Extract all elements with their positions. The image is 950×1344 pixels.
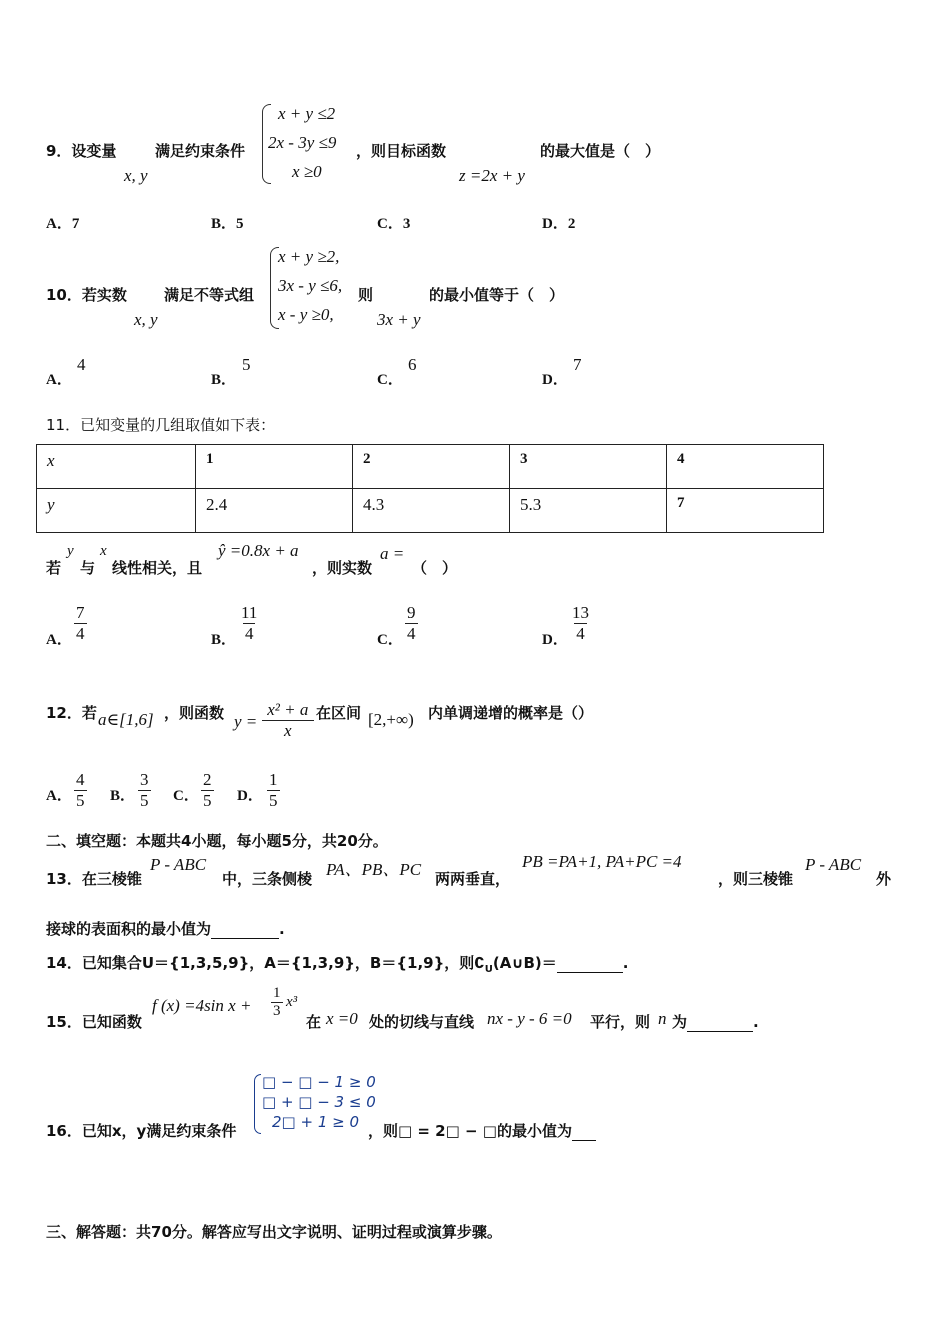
q9-c1: x + y ≤2 (278, 104, 336, 123)
table-cell: 5.3 (510, 489, 667, 533)
q11-option-d[interactable]: D． (542, 632, 568, 648)
q12-option-b[interactable]: B． (110, 788, 136, 804)
q11-option-b[interactable]: B． (211, 632, 237, 648)
q10-option-a[interactable]: A． (46, 372, 72, 388)
q12-cond: a∈[1,6] (98, 710, 154, 729)
frac-den: 4 (576, 624, 585, 643)
q9-option-c[interactable]: C．3 (377, 216, 411, 232)
q16-lead: 16．已知x，y满足约束条件 (46, 1122, 237, 1140)
q10-option-b-value: 5 (242, 355, 251, 374)
table-cell: 1 (196, 445, 353, 489)
q11-a-eq: a = (380, 544, 405, 563)
q11-regression: ŷ =0.8x + a (218, 541, 299, 560)
frac-num: 3 (140, 770, 149, 789)
frac-num: 1 (269, 770, 278, 789)
q15-n: n (658, 1009, 667, 1028)
q10-c2: 3x - y ≤6, (278, 276, 343, 295)
q11-option-a[interactable]: A． (46, 632, 72, 648)
frac-den: 4 (76, 624, 85, 643)
frac-num: 7 (76, 603, 85, 622)
frac-den: 4 (407, 624, 416, 643)
q11-s4: ，则实数 (312, 559, 373, 577)
q9-tail: 的最大值是（ ） (540, 142, 661, 160)
q12-y-eq: y = (234, 712, 258, 731)
table-cell: 4.3 (353, 489, 510, 533)
q10-then: 则 (358, 286, 374, 304)
frac-den: 5 (269, 791, 278, 810)
frac-den: 4 (244, 624, 254, 643)
q9-lead: 9．设变量 (46, 142, 117, 160)
q11-option-b-frac (239, 603, 259, 644)
frac-num: 9 (407, 603, 416, 622)
q12-option-a-frac (74, 770, 87, 811)
answer-blank[interactable] (557, 954, 623, 973)
frac-num: 13 (572, 603, 589, 622)
table-cell: 4 (667, 445, 824, 489)
q13-s5: 外 (876, 870, 892, 888)
q9-c3: x ≥0 (292, 162, 322, 181)
table-cell: 2 (353, 445, 510, 489)
table-cell: y (37, 489, 196, 533)
q12-option-b-frac (138, 770, 151, 811)
q12-s3: 在区间 (316, 704, 362, 722)
q14: 14．已知集合U＝{1,3,5,9}，A＝{1,3,9}，B＝{1,9}，则$∁_U(A\cup B)=$ . (46, 954, 629, 975)
q12-option-a[interactable]: A． (46, 788, 72, 804)
q9-obj: z =2x + y (459, 166, 525, 185)
q11-y: y (67, 543, 74, 559)
q12-option-d-frac (267, 770, 280, 811)
q10-mid: 满足不等式组 (164, 286, 255, 304)
q16-brace (254, 1074, 261, 1134)
q13-edges: PA、PB、PC (326, 860, 422, 879)
q15-x3: x³ (286, 994, 298, 1010)
q15-lead: 15．已知函数 (46, 1013, 142, 1031)
frac-den: 5 (76, 791, 85, 810)
q12-s2: ，则函数 (164, 704, 225, 722)
q12-option-c[interactable]: C． (173, 788, 199, 804)
q10-tail: 的最小值等于（ ） (429, 286, 565, 304)
table-row (37, 489, 824, 533)
q15-s4: 平行，则 (590, 1013, 651, 1031)
answer-blank[interactable] (687, 1013, 753, 1032)
q11-option-c-frac (405, 603, 418, 644)
q9-after: ，则目标函数 (356, 142, 447, 160)
q11-intro: 11．已知变量的几组取值如下表： (46, 416, 276, 434)
q9-option-b[interactable]: B．5 (211, 216, 244, 232)
q11-x: x (100, 543, 107, 559)
q10-lead: 10．若实数 (46, 286, 127, 304)
q13-condition: PB =PA+1, PA+PC =4 (522, 852, 682, 871)
section-heading-solutions: 三、解答题：共70分。解答应写出文字说明、证明过程或演算步骤。 (46, 1223, 502, 1241)
q13-pyramid-2: P - ABC (805, 855, 862, 874)
q10-obj: 3x + y (377, 310, 421, 329)
table-cell: x (37, 445, 196, 489)
q9-option-a[interactable]: A．7 (46, 216, 80, 232)
q13-pyramid: P - ABC (150, 855, 207, 874)
frac-den: x (262, 720, 314, 741)
frac-num: 2 (203, 770, 212, 789)
frac-num: x² + a (267, 700, 309, 719)
q13-s3: 两两垂直， (435, 870, 511, 888)
q11-option-a-frac (74, 603, 87, 644)
q11-s5: （ ） (412, 559, 458, 577)
q10-option-a-value: 4 (77, 355, 86, 374)
q9-c2: 2x - 3y ≤9 (268, 133, 337, 152)
q12-tail: 内单调递增的概率是（） (428, 704, 594, 722)
q13-line2: 接球的表面积的最小值为 . (46, 920, 285, 938)
table-cell: 2.4 (196, 489, 353, 533)
frac-den: 5 (203, 791, 212, 810)
answer-blank[interactable] (572, 1122, 596, 1141)
table-cell: 3 (510, 445, 667, 489)
frac-den: 3 (273, 1003, 281, 1019)
q10-option-d[interactable]: D． (542, 372, 568, 388)
table-row (37, 445, 824, 489)
frac-num: 1 (273, 985, 281, 1001)
q16-c1: □ − □ − 1 ≥ 0 (262, 1073, 376, 1091)
frac-num: 11 (241, 603, 258, 622)
q10-c3: x - y ≥0, (278, 305, 334, 324)
q15-at: x =0 (326, 1009, 358, 1028)
q9-option-d[interactable]: D．2 (542, 216, 576, 232)
q11-s1: 若 (46, 559, 62, 577)
q15-line: nx - y - 6 =0 (487, 1009, 572, 1028)
q15-s5: 为 . (672, 1013, 759, 1031)
q13-s4: ，则三棱锥 (718, 870, 794, 888)
q9-vars: x, y (124, 166, 148, 185)
q15-s3: 处的切线与直线 (369, 1013, 475, 1031)
q10-option-c[interactable]: C． (377, 372, 403, 388)
q11-option-c[interactable]: C． (377, 632, 403, 648)
q12-fraction (262, 700, 314, 741)
q10-option-d-value: 7 (573, 355, 582, 374)
q15-function: f (x) =4sin x + (152, 996, 252, 1015)
q10-c1: x + y ≥2, (278, 247, 340, 266)
q16-c3: 2□ + 1 ≥ 0 (272, 1113, 360, 1131)
q12-lead: 12．若 (46, 704, 97, 722)
section-heading-fill-in: 二、填空题：本题共4小题，每小题5分，共20分。 (46, 832, 388, 850)
q12-option-c-frac (201, 770, 214, 811)
q13-s2: 中，三条侧棱 (222, 870, 313, 888)
q10-option-b[interactable]: B． (211, 372, 237, 388)
q13-lead: 13．在三棱锥 (46, 870, 142, 888)
q9-mid: 满足约束条件 (155, 142, 246, 160)
frac-den: 5 (140, 791, 149, 810)
q12-option-d[interactable]: D． (237, 788, 263, 804)
q15-frac (271, 985, 283, 1020)
q12-interval: [2,+∞) (368, 710, 414, 729)
q11-s3: 线性相关，且 (112, 559, 203, 577)
q15-s2: 在 (306, 1013, 322, 1031)
frac-num: 4 (76, 770, 85, 789)
table-cell: 7 (667, 489, 824, 533)
q11-option-d-frac (570, 603, 591, 644)
q10-option-c-value: 6 (408, 355, 417, 374)
q11-s2: 与 (80, 559, 96, 577)
answer-blank[interactable] (211, 920, 279, 939)
q16-c2: □ + □ − 3 ≤ 0 (262, 1093, 376, 1111)
q16-s2: ，则□ = 2□ − □的最小值为 (368, 1120, 596, 1141)
q11-table (36, 444, 824, 533)
q10-vars: x, y (134, 310, 158, 329)
